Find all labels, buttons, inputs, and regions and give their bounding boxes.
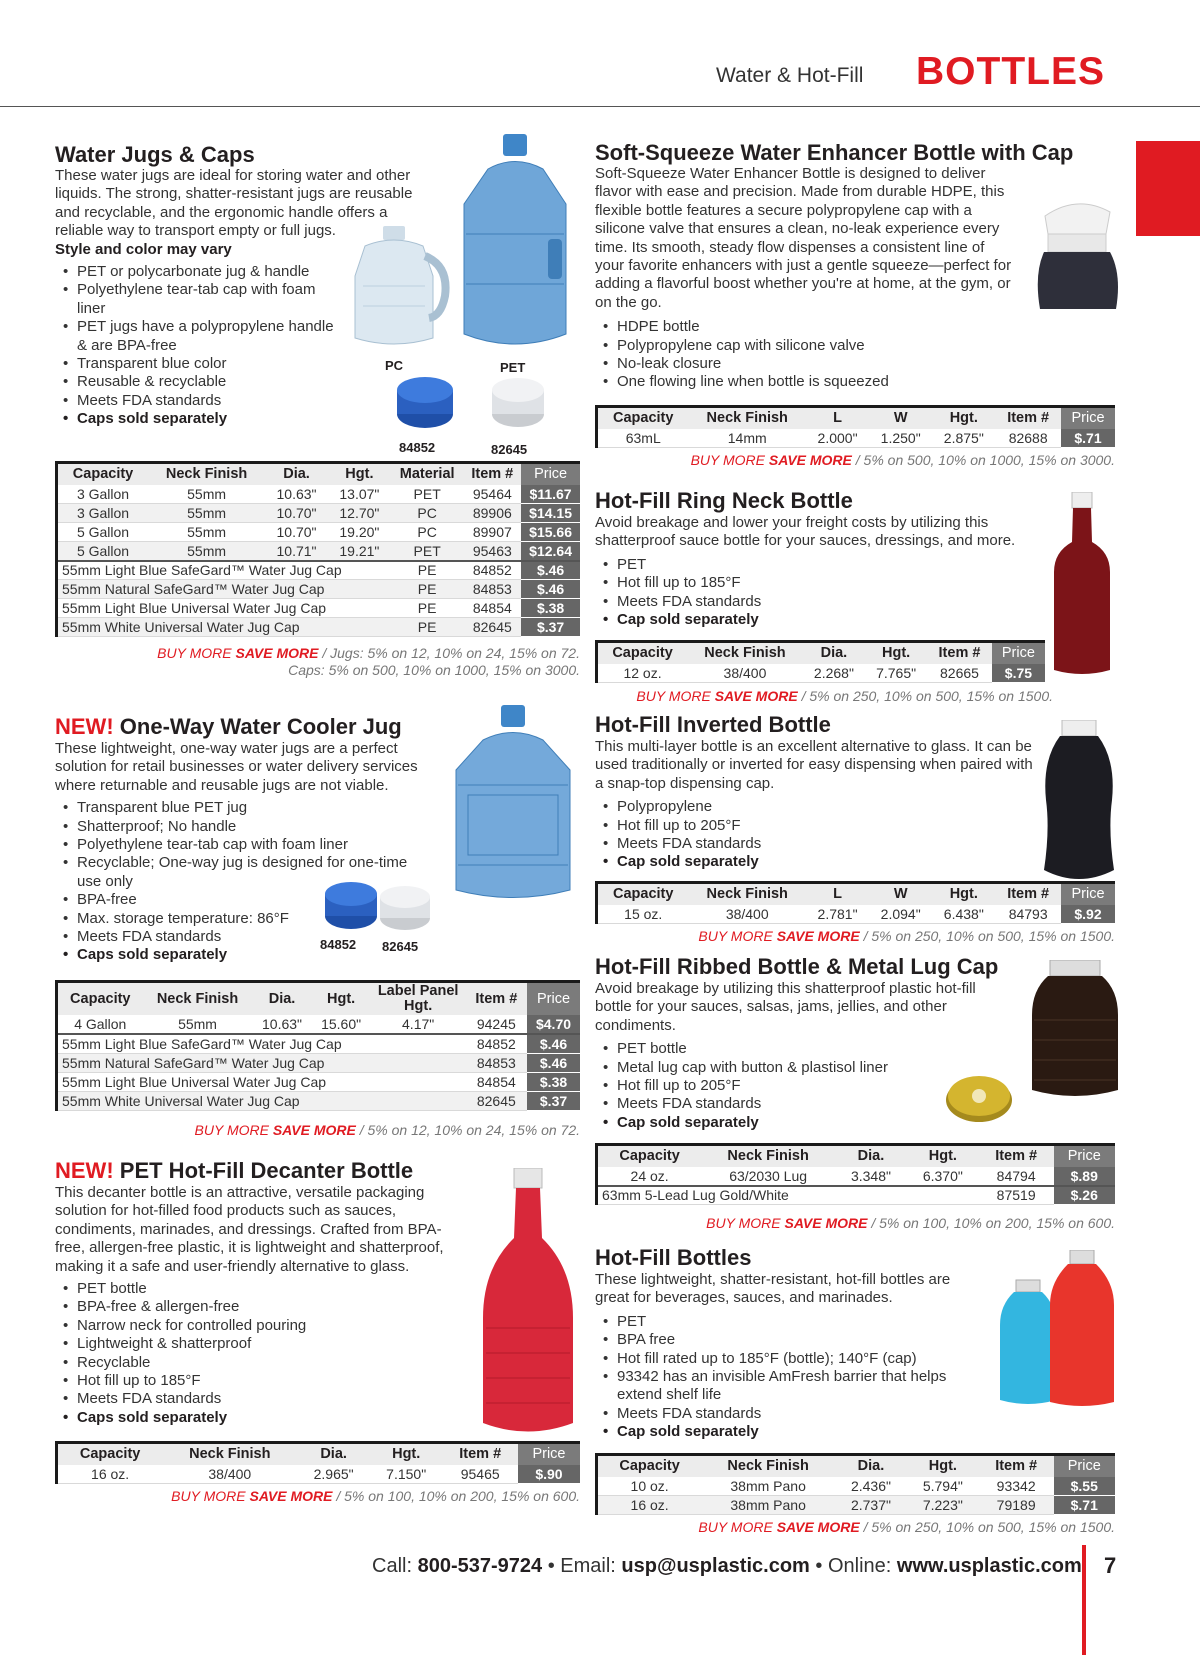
column-header: Neck Finish [688,407,806,429]
product-description: These water jugs are ideal for storing water and other liquids. The strong, shatter-resistant jugs are reusable and recyclable, and the ergonomic handle offers a reliable way to transport empty or full jugs. [55,167,413,240]
table-header-row [597,883,1116,905]
price-cell: $.46 [521,580,580,599]
image-label: 82645 [491,442,528,457]
column-header: Capacity [597,883,689,905]
table-row: 16 oz. 38mm Pano 2.737" 7.223" 79189 $.71 [597,1496,1116,1515]
column-header: Item # [995,883,1061,905]
feature-item: • Hot fill up to 205°F [595,817,1045,835]
column-header: Capacity [57,1443,163,1465]
price-cell: $.92 [1061,905,1115,924]
column-header: Hgt. [932,883,995,905]
product-title: Soft-Squeeze Water Enhancer Bottle with Cap [595,140,1074,165]
price-cell: $.38 [527,1072,580,1091]
email-link[interactable]: usp@usplastic.com [621,1555,810,1577]
blue-cap-image [393,372,458,432]
table-row: 24 oz. 63/2030 Lug 3.348" 6.370" 84794 $.89 [597,1167,1116,1186]
feature-item: • Recyclable [55,1354,355,1372]
feature-item: • No-leak closure [595,355,1115,373]
contact-footer: Call: 800-537-9724 • Email: usp@usplastic.com • Online: www.usplastic.com [372,1555,1082,1577]
price-cell: $.55 [1054,1477,1115,1496]
price-cell: $.37 [521,618,580,637]
table-row: 5 Gallon 55mm 10.70" 19.20" PC 89907 $15.66 [57,523,581,542]
price-cell: $.37 [527,1091,580,1110]
column-header: Neck Finish [687,642,803,664]
section-title: BOTTLES [916,50,1105,93]
feature-item: • PET jugs have a polypropylene handle & are BPA-free [55,318,335,355]
feature-item: • Polypropylene cap with silicone valve [595,337,1115,355]
feature-item: • PET [595,1313,975,1331]
hotfill-table [595,1453,1115,1515]
feature-item: • Meets FDA standards [595,1095,1075,1113]
feature-item: • PET bottle [595,1040,1075,1058]
column-header: Item # [979,1145,1054,1167]
feature-item: • HDPE bottle [595,318,1115,336]
column-header: Neck Finish [148,463,265,485]
price-cell: $15.66 [521,523,580,542]
style-note: Style and color may vary [55,240,232,258]
table-row: 10 oz. 38mm Pano 2.436" 5.794" 93342 $.55 [597,1477,1116,1496]
column-header: Item # [995,407,1061,429]
feature-list [595,1313,975,1442]
feature-item: • Cap sold separately [595,853,1045,871]
white-cap-image [376,882,434,934]
product-title: NEW! PET Hot-Fill Decanter Bottle [55,1158,414,1183]
column-header: Price [1054,1145,1115,1167]
feature-item: • Meets FDA standards [55,1390,355,1408]
decanter-section [55,1158,475,1427]
price-cell: $.75 [992,664,1045,683]
feature-item: • Polyethylene tear-tab cap with foam liner [55,836,415,854]
column-header: Item # [927,642,992,664]
feature-item: • Meets FDA standards [595,593,1065,611]
column-header: Dia. [835,1455,907,1477]
squeeze-bottle-image [1030,184,1125,314]
feature-item: • Narrow neck for controlled pouring [55,1317,355,1335]
decanter-bottle-image [478,1168,578,1440]
volume-discount: BUY MORE SAVE MORE / 5% on 100, 10% on 200, 15% on 600. [706,1215,1115,1231]
price-cell: $12.64 [521,542,580,561]
inverted-table [595,881,1115,924]
table-row: 15 oz. 38/400 2.781" 2.094" 6.438" 84793 $.92 [597,905,1116,924]
feature-item: • Hot fill rated up to 185°F (bottle); 140°F (cap) [595,1350,975,1368]
column-header: L [806,407,869,429]
lug-cap-image [944,1066,1014,1126]
table-row: 55mm Natural SafeGard™ Water Jug Cap 84853 $.46 [57,1053,581,1072]
table-row: 55mm Light Blue SafeGard™ Water Jug Cap 84852 $.46 [57,1034,581,1053]
inverted-bottle-image [1040,720,1118,885]
table-row: 55mm Light Blue Universal Water Jug Cap PE 84854 $.38 [57,599,581,618]
feature-item: • Polyethylene tear-tab cap with foam liner [55,281,335,318]
table-header-row [597,407,1116,429]
column-header: Item # [442,1443,517,1465]
table-row: 55mm Natural SafeGard™ Water Jug Cap PE 84853 $.46 [57,580,581,599]
column-header: Price [1054,1455,1115,1477]
column-header: Neck Finish [143,982,253,1016]
price-cell: $4.70 [527,1015,580,1034]
column-header: Neck Finish [701,1145,835,1167]
feature-item: • Polypropylene [595,798,1045,816]
table-row: 3 Gallon 55mm 10.70" 12.70" PC 89906 $14.15 [57,504,581,523]
column-header: Hgt. [907,1455,979,1477]
header-rule [0,106,1200,107]
decanter-table [55,1441,580,1484]
feature-item: • Metal lug cap with button & plastisol liner [595,1059,1075,1077]
product-description: These lightweight, shatter-resistant, hot-fill bottles are great for beverages, sauces, and marinades. [595,1271,951,1307]
image-label: PC [385,358,404,373]
table-row: 63mL 14mm 2.000" 1.250" 2.875" 82688 $.71 [597,429,1116,448]
volume-discount: BUY MORE SAVE MORE / 5% on 250, 10% on 500, 15% on 1500. [636,688,1053,704]
feature-item: • One flowing line when bottle is squeezed [595,373,1115,391]
table-header-row [597,1455,1116,1477]
column-header: Capacity [597,1455,702,1477]
product-description: Soft-Squeeze Water Enhancer Bottle is designed to deliver flavor with ease and precision. Made from durable HDPE, this flexible bottle features a secure polypropylene cap with a silicone valve that ensures a clean, no-leak experience every time. Its smooth, steady flow dispenses a consistent line of your favorite enhancers with just a gentle squeeze—perfect for adding a flavorful boost whether you're at home, at the gym, or on the go. [595,165,1012,311]
volume-discount: BUY MORE SAVE MORE / 5% on 500, 10% on 1000, 15% on 3000. [690,452,1115,468]
feature-item: • Recyclable; One-way jug is designed for one-time use only [55,854,415,891]
column-header: Price [1061,407,1115,429]
product-description: This decanter bottle is an attractive, versatile packaging solution for hot-filled food products such as sauces, condiments, marinades, and dressings. Crafted from BPA-free, allergen-free plastic, it is lightweight and shatterproof, making it a safe and user-friendly alternative to glass. [55,1184,444,1275]
column-header: Capacity [597,642,688,664]
table-row: 5 Gallon 55mm 10.71" 19.21" PET 95463 $12.64 [57,542,581,561]
feature-item: • Reusable & recyclable [55,373,335,391]
feature-item: • Caps sold separately [55,946,415,964]
price-cell: $.90 [518,1465,580,1484]
table-row: 55mm White Universal Water Jug Cap PE 82645 $.37 [57,618,581,637]
table-row: 55mm Light Blue SafeGard™ Water Jug Cap PE 84852 $.46 [57,561,581,580]
price-cell: $11.67 [521,485,580,504]
section-subtitle: Water & Hot-Fill [716,64,864,87]
column-header: Neck Finish [688,883,806,905]
column-header: Dia. [265,463,328,485]
product-description: This multi-layer bottle is an excellent alternative to glass. It can be used traditionally or inverted for easy dispensing when paired with a snap-top dispensing cap. [595,738,1033,792]
price-cell: $.38 [521,599,580,618]
image-label: PET [500,360,526,375]
feature-item: • Cap sold separately [595,1423,975,1441]
feature-list [55,263,335,429]
column-header: Price [527,982,580,1016]
volume-discount: BUY MORE SAVE MORE / 5% on 12, 10% on 24, 15% on 72. [194,1122,580,1138]
image-label: 84852 [399,440,436,455]
feature-item: • PET bottle [55,1280,355,1298]
column-header: Hgt. [328,463,391,485]
price-cell: $.26 [1054,1186,1115,1205]
column-header: Capacity [57,463,149,485]
price-cell: $.46 [527,1034,580,1053]
column-header: Capacity [597,1145,702,1167]
table-header-row [597,642,1046,664]
feature-list [595,556,1065,630]
product-title: Hot-Fill Bottles [595,1245,752,1270]
table-row: 4 Gallon 55mm 10.63" 15.60" 4.17" 94245 $4.70 [57,1015,581,1034]
page-number-rule [1082,1545,1086,1655]
feature-item: • Hot fill up to 205°F [595,1077,1075,1095]
feature-item: • Caps sold separately [55,1409,355,1427]
feature-item: • Transparent blue PET jug [55,799,415,817]
table-header-row [57,982,581,1016]
inverted-section [595,712,1045,872]
product-title: Water Jugs & Caps [55,142,255,167]
feature-item: • Cap sold separately [595,1114,1075,1132]
ringneck-bottle-image [1052,492,1112,677]
price-cell: $.71 [1061,429,1115,448]
feature-item: • Hot fill up to 185°F [595,574,1065,592]
volume-discount: BUY MORE SAVE MORE / 5% on 250, 10% on 500, 15% on 1500. [698,1519,1115,1535]
feature-list [595,318,1115,392]
column-header: Price [518,1443,580,1465]
product-description: These lightweight, one-way water jugs are a perfect solution for retail businesses or water delivery services where returnable and reusable jugs are not viable. [55,740,418,794]
feature-item: • BPA-free & allergen-free [55,1298,355,1316]
page-number: 7 [1104,1553,1117,1578]
feature-item: • Max. storage temperature: 86°F [55,910,415,928]
feature-item: • PET or polycarbonate jug & handle [55,263,335,281]
column-header: Hgt. [312,982,371,1016]
website-link[interactable]: www.usplastic.com [896,1555,1082,1577]
column-header: Capacity [57,982,143,1016]
image-label: 82645 [382,939,419,954]
hotfill-section [595,1245,995,1442]
price-cell: $.71 [1054,1496,1115,1515]
product-description: Avoid breakage and lower your freight costs by utilizing this shatterproof sauce bottle for your sauces, dressings, and more. [595,514,1016,550]
blue-cap-image [322,878,380,933]
column-header: L [806,883,869,905]
table-row: 55mm Light Blue Universal Water Jug Cap 84854 $.38 [57,1072,581,1091]
volume-discount: Caps: 5% on 500, 10% on 1000, 15% on 3000. [288,662,580,678]
volume-discount: BUY MORE SAVE MORE / Jugs: 5% on 12, 10% on 24, 15% on 72. [157,645,580,661]
oneway-table [55,980,580,1111]
table-row: 16 oz. 38/400 2.965" 7.150" 95465 $.90 [57,1465,581,1484]
table-row: 63mm 5-Lead Lug Gold/White 87519 $.26 [597,1186,1116,1205]
column-header: W [869,407,932,429]
ribbed-table [595,1143,1115,1205]
feature-item: • Caps sold separately [55,410,335,428]
column-header: Hgt. [865,642,927,664]
column-header: Hgt. [907,1145,979,1167]
volume-discount: BUY MORE SAVE MORE / 5% on 250, 10% on 500, 15% on 1500. [698,928,1115,944]
table-row: 12 oz. 38/400 2.268" 7.765" 82665 $.75 [597,664,1046,683]
column-header: Price [1061,883,1115,905]
product-title: NEW! One-Way Water Cooler Jug [55,714,402,739]
phone-number[interactable]: 800-537-9724 [417,1555,543,1577]
hotfill-bottles-image [998,1250,1118,1410]
feature-list [55,1280,355,1427]
column-header: Dia. [803,642,865,664]
feature-item: • BPA-free [55,891,415,909]
cooler-jug-image [448,705,578,905]
column-header: Item # [466,982,527,1016]
column-header: Neck Finish [701,1455,835,1477]
column-header: Capacity [597,407,689,429]
price-cell: $.89 [1054,1167,1115,1186]
feature-list [595,798,1045,872]
column-header: Item # [463,463,521,485]
feature-item: • Meets FDA standards [595,1405,975,1423]
feature-item: • PET [595,556,1065,574]
column-header: Price [521,463,580,485]
image-label: 84852 [320,937,357,952]
feature-item: • Hot fill up to 185°F [55,1372,355,1390]
column-header: Item # [979,1455,1054,1477]
feature-item: • Meets FDA standards [55,928,415,946]
feature-item: • Meets FDA standards [55,392,335,410]
column-header: Dia. [835,1145,907,1167]
product-description: Avoid breakage by utilizing this shatterproof plastic hot-fill bottle for your sauces, salsas, jams, jellies, and other condiments. [595,980,976,1034]
feature-item: • Transparent blue color [55,355,335,373]
feature-item: • Shatterproof; No handle [55,818,415,836]
feature-item: • BPA free [595,1331,975,1349]
table-row: 55mm White Universal Water Jug Cap 82645 $.37 [57,1091,581,1110]
feature-item: • Meets FDA standards [595,835,1045,853]
column-header: Neck Finish [162,1443,297,1465]
product-title: Hot-Fill Ring Neck Bottle [595,488,853,513]
column-header: Label Panel Hgt. [371,982,466,1016]
table-header-row [597,1145,1116,1167]
column-header: W [869,883,932,905]
column-header: Material [391,463,464,485]
pet-jug-image [458,134,573,354]
price-cell: $.46 [521,561,580,580]
squeeze-table [595,405,1115,448]
feature-item: • Lightweight & shatterproof [55,1335,355,1353]
table-header-row [57,463,581,485]
product-title: Hot-Fill Ribbed Bottle & Metal Lug Cap [595,954,999,979]
column-header: Dia. [253,982,312,1016]
feature-item: • 93342 has an invisible AmFresh barrier that helps extend shelf life [595,1368,975,1405]
table-row: 3 Gallon 55mm 10.63" 13.07" PET 95464 $11.67 [57,485,581,504]
white-cap-image [488,374,548,430]
water-jugs-table [55,461,580,637]
column-header: Dia. [297,1443,370,1465]
feature-item: • Cap sold separately [595,611,1065,629]
ringneck-table [595,640,1045,683]
ringneck-section [595,488,1065,629]
pc-jug-image [345,226,455,351]
table-header-row [57,1443,581,1465]
ribbed-bottle-image [1030,960,1120,1100]
column-header: Hgt. [370,1443,443,1465]
column-header: Hgt. [932,407,995,429]
volume-discount: BUY MORE SAVE MORE / 5% on 100, 10% on 200, 15% on 600. [171,1488,580,1504]
column-header: Price [992,642,1045,664]
section-tab [1136,141,1200,236]
product-title: Hot-Fill Inverted Bottle [595,712,831,737]
price-cell: $14.15 [521,504,580,523]
price-cell: $.46 [527,1053,580,1072]
